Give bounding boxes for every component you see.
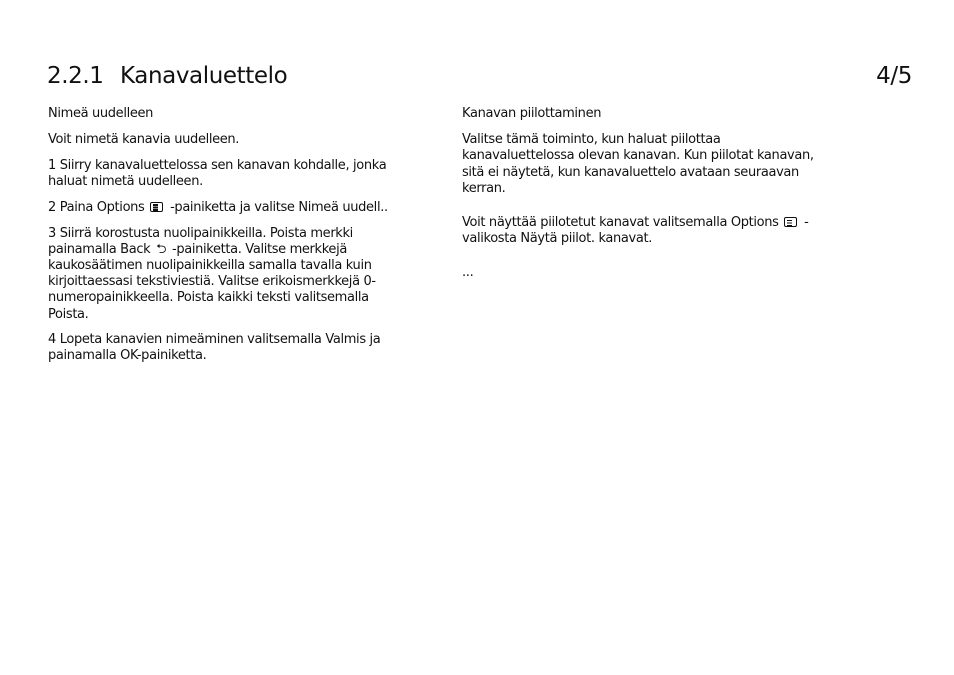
- rename-step-3-text-a: 3 Siirrä korostusta nuolipainikkeilla. Poista merkki painamalla Back: [48, 225, 353, 257]
- page-indicator: 4/5: [876, 63, 912, 89]
- right-column: [462, 106, 832, 291]
- hide-para-2: [462, 215, 832, 247]
- hide-para-1: Valitse tämä toiminto, kun haluat piilottaa kanavaluettelossa olevan kanavan. Kun piilotat kanavan, sitä ei näytetä, kun kanavaluettelo avataan seuraavan kerran.: [462, 132, 814, 196]
- back-arrow-icon: ⮌: [156, 241, 167, 257]
- left-column: [48, 106, 410, 374]
- rename-step-1: 1 Siirry kanavaluettelossa sen kanavan kohdalle, jonka haluat nimetä uudelleen.: [48, 157, 387, 190]
- rename-step-2: [48, 200, 410, 216]
- options-menu-icon: [784, 217, 797, 227]
- rename-step-3-text-b: -painiketta. Valitse merkkejä kaukosäätimen nuolipainikkeilla samalla tavalla kuin kirjoittaessasi tekstiviestiä. Valitse erikoismerkkejä 0-numeropainikkeella. Poista kaikki teksti valitsemalla Poista.: [48, 241, 376, 322]
- rename-step-3: [48, 226, 410, 323]
- page-header: [47, 60, 912, 94]
- section-number: 2.2.1: [47, 63, 104, 89]
- options-menu-icon: [150, 202, 163, 212]
- rename-step-4: 4 Lopeta kanavien nimeäminen valitsemalla Valmis ja painamalla OK-painiketta.: [48, 332, 381, 364]
- hide-para-2-text-b: -valikosta Näytä piilot. kanavat.: [462, 215, 809, 247]
- continuation-ellipsis: ...: [462, 265, 474, 281]
- rename-heading: Nimeä uudelleen: [48, 106, 154, 121]
- hide-para-2-text-a: Voit näyttää piilotetut kanavat valitsemalla Options: [462, 215, 779, 231]
- hide-heading: Kanavan piilottaminen: [462, 106, 602, 121]
- rename-intro: Voit nimetä kanavia uudelleen.: [48, 132, 240, 148]
- section-title: Kanavaluettelo: [120, 63, 288, 89]
- rename-step-2-text-a: 2 Paina Options: [48, 199, 145, 215]
- rename-step-2-text-b: -painiketta ja valitse Nimeä uudell..: [170, 199, 388, 215]
